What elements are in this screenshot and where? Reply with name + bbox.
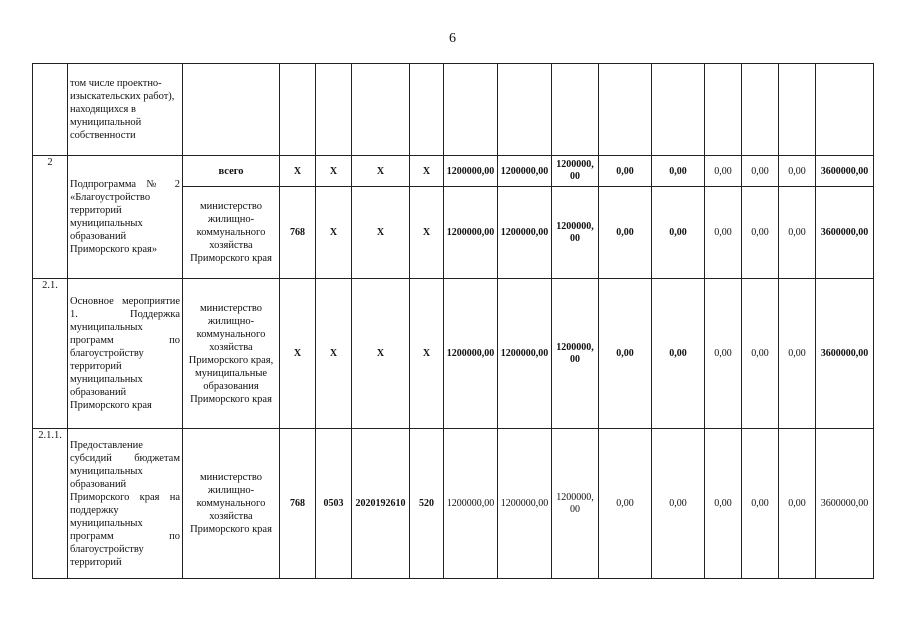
row-number: 2.1.1. xyxy=(33,429,68,579)
cell-rzpr: X xyxy=(316,187,352,279)
cell-total: 3600000,00 xyxy=(816,429,874,579)
cell-csr: X xyxy=(352,156,410,187)
cell-year-6: 0,00 xyxy=(705,429,742,579)
cell-year-3 xyxy=(552,64,599,156)
cell-year-8: 0,00 xyxy=(779,156,816,187)
row-number xyxy=(33,64,68,156)
row-executor: министерство жилищно-коммунального хозяйства Приморского края xyxy=(183,187,280,279)
cell-year-7: 0,00 xyxy=(742,187,779,279)
cell-year-4: 0,00 xyxy=(599,156,652,187)
cell-year-4 xyxy=(599,64,652,156)
cell-year-8: 0,00 xyxy=(779,279,816,429)
row-executor: министерство жилищно-коммунального хозяйства Приморского края, муниципальные образования Приморского края xyxy=(183,279,280,429)
cell-total: 3600000,00 xyxy=(816,279,874,429)
cell-year-6: 0,00 xyxy=(705,156,742,187)
cell-year-1: 1200000,00 xyxy=(444,429,498,579)
cell-year-2: 1200000,00 xyxy=(498,429,552,579)
cell-year-1: 1200000,00 xyxy=(444,187,498,279)
cell-year-7: 0,00 xyxy=(742,279,779,429)
cell-vr: X xyxy=(410,187,444,279)
row-executor: всего xyxy=(183,156,280,187)
cell-year-5 xyxy=(652,64,705,156)
cell-year-3: 1200000, 00 xyxy=(552,279,599,429)
cell-total: 3600000,00 xyxy=(816,187,874,279)
cell-csr xyxy=(352,64,410,156)
row-executor: министерство жилищно-коммунального хозяйства Приморского края xyxy=(183,429,280,579)
cell-year-4: 0,00 xyxy=(599,187,652,279)
table-row xyxy=(33,429,874,579)
cell-grbs: 768 xyxy=(280,187,316,279)
page-number: 6 xyxy=(449,31,456,46)
cell-rzpr xyxy=(316,64,352,156)
table-row xyxy=(33,156,874,187)
cell-year-5: 0,00 xyxy=(652,156,705,187)
cell-year-6: 0,00 xyxy=(705,187,742,279)
cell-year-7 xyxy=(742,64,779,156)
row-name: Подпрограмма № 2 «Благоустройство территорий муниципальных образований Приморского края» xyxy=(68,156,183,279)
row-name: Основное мероприятие 1. Поддержка муниципальных программ по благоустройству территорий муниципальных образований Приморского края xyxy=(68,279,183,429)
table-row xyxy=(33,279,874,429)
row-name: Предоставление субсидий бюджетам муниципальных образований Приморского края на поддержку муниципальных программ по благоустройству территорий xyxy=(68,429,183,579)
cell-year-7: 0,00 xyxy=(742,429,779,579)
cell-grbs xyxy=(280,64,316,156)
cell-grbs: 768 xyxy=(280,429,316,579)
cell-year-8: 0,00 xyxy=(779,187,816,279)
cell-year-1 xyxy=(444,64,498,156)
cell-grbs: X xyxy=(280,279,316,429)
cell-vr: X xyxy=(410,279,444,429)
cell-vr: 520 xyxy=(410,429,444,579)
cell-csr: X xyxy=(352,279,410,429)
cell-year-2 xyxy=(498,64,552,156)
cell-year-2: 1200000,00 xyxy=(498,156,552,187)
cell-year-3: 1200000, 00 xyxy=(552,156,599,187)
cell-year-6: 0,00 xyxy=(705,279,742,429)
row-number: 2.1. xyxy=(33,279,68,429)
cell-year-8: 0,00 xyxy=(779,429,816,579)
cell-year-1: 1200000,00 xyxy=(444,156,498,187)
cell-total: 3600000,00 xyxy=(816,156,874,187)
cell-year-5: 0,00 xyxy=(652,279,705,429)
cell-vr xyxy=(410,64,444,156)
row-number: 2 xyxy=(33,156,68,279)
cell-rzpr: X xyxy=(316,156,352,187)
cell-year-2: 1200000,00 xyxy=(498,279,552,429)
cell-csr: X xyxy=(352,187,410,279)
cell-year-3: 1200000, 00 xyxy=(552,187,599,279)
cell-year-1: 1200000,00 xyxy=(444,279,498,429)
cell-grbs: X xyxy=(280,156,316,187)
table-row xyxy=(33,64,874,156)
cell-year-3: 1200000, 00 xyxy=(552,429,599,579)
cell-csr: 2020192610 xyxy=(352,429,410,579)
cell-year-2: 1200000,00 xyxy=(498,187,552,279)
cell-total xyxy=(816,64,874,156)
cell-vr: X xyxy=(410,156,444,187)
cell-year-6 xyxy=(705,64,742,156)
cell-year-5: 0,00 xyxy=(652,429,705,579)
row-name: том числе проектно-изыскательских работ), находящихся в муниципальной собственности xyxy=(68,64,183,156)
cell-year-4: 0,00 xyxy=(599,429,652,579)
cell-rzpr: 0503 xyxy=(316,429,352,579)
cell-year-8 xyxy=(779,64,816,156)
cell-year-5: 0,00 xyxy=(652,187,705,279)
cell-year-4: 0,00 xyxy=(599,279,652,429)
cell-rzpr: X xyxy=(316,279,352,429)
row-executor xyxy=(183,64,280,156)
cell-year-7: 0,00 xyxy=(742,156,779,187)
budget-table xyxy=(32,63,874,579)
